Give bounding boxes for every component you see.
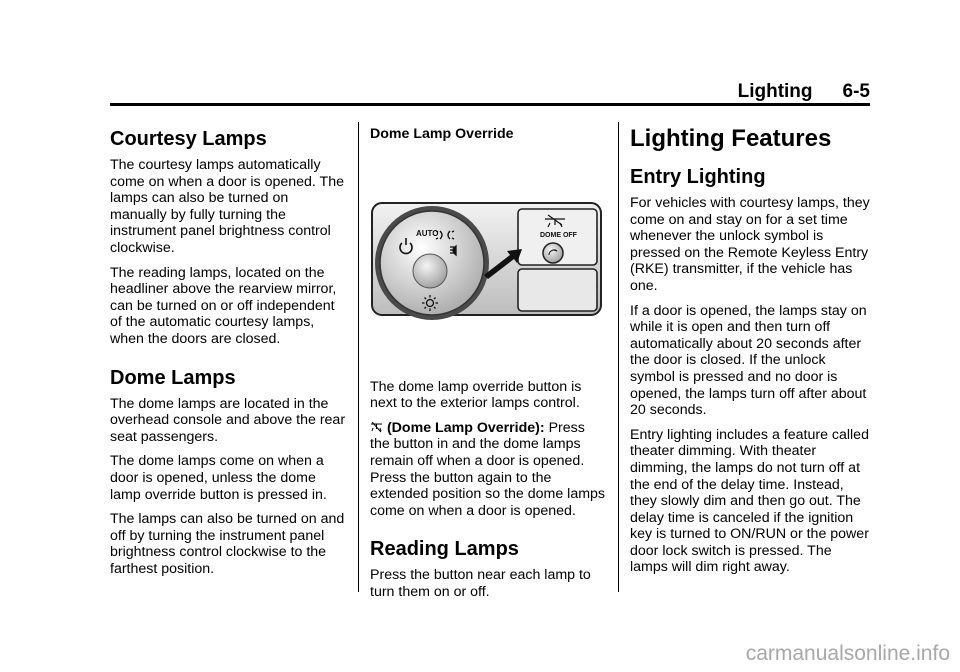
- dome-lamp-override-icon: [370, 422, 383, 434]
- override-description: [370, 420, 606, 520]
- dome-lamps-paragraph-1: The dome lamps are located in the overhead console and above the rear seat passengers.: [110, 395, 346, 445]
- entry-lighting-paragraph-2: If a door is opened, the lamps stay on while it is open and then turn off automatically about 20 seconds after the door is closed. If the unlock symbol is pressed and no door is opened, the lamps turn off after about 20 seconds.: [630, 302, 867, 419]
- entry-lighting-heading: Entry Lighting: [630, 166, 766, 188]
- column-right: [630, 122, 872, 584]
- entry-lighting-paragraph-1: For vehicles with courtesy lamps, they come on and stay on for a set time whenever the unlock symbol is pressed on the Remote Keyless Entry (RKE) transmitter, if the vehicle has one.: [630, 195, 870, 294]
- column-divider-1: [358, 122, 359, 592]
- reading-lamps-heading: Reading Lamps: [370, 538, 519, 561]
- reading-lamps-paragraph: Press the button near each lamp to turn them on or off.: [370, 567, 591, 600]
- entry-lighting-paragraph-3: Entry lighting includes a feature called theater dimming. With theater dimming, the lamps do not turn off at the end of the delay time. Instead, they slowly dim and then go out. The delay time is canceled if the ignition key is turned to ON/RUN or the power door lock switch is pressed. The lamps will dim right away.: [630, 426, 869, 576]
- courtesy-lamps-paragraph-2: The reading lamps, located on the headliner above the rearview mirror, can be turned on or off independent of the automatic courtesy lamps, when the doors are closed.: [110, 264, 337, 347]
- override-term: (Dome Lamp Override):: [386, 419, 545, 436]
- page-number: 6-5: [842, 81, 870, 102]
- page-header: [110, 81, 870, 103]
- lighting-features-heading: Lighting Features: [630, 125, 832, 152]
- column-middle: [370, 122, 606, 609]
- dome-off-label: DOME OFF: [540, 231, 577, 239]
- watermark: carmanualsonline.info: [745, 642, 950, 665]
- dome-lamps-heading: Dome Lamps: [110, 366, 236, 389]
- figure-title: Dome Lamp Override: [370, 126, 514, 142]
- column-divider-2: [618, 122, 619, 592]
- column-left: [110, 122, 348, 585]
- headlamp-control-illustration: [370, 189, 606, 339]
- header-rule: [110, 103, 870, 106]
- dome-lamp-override-figure: [370, 189, 606, 339]
- dome-lamps-paragraph-3: The lamps can also be turned on and off by turning the instrument panel brightness control clockwise to the farthest position.: [110, 511, 345, 577]
- courtesy-lamps-paragraph-1: The courtesy lamps automatically come on when a door is opened. The lamps can also be turned on manually by fully turning the instrument panel brightness control clockwise.: [110, 157, 344, 256]
- headlamp-icon: [450, 246, 456, 255]
- headlamp-knob: [375, 206, 489, 320]
- courtesy-lamps-heading: Courtesy Lamps: [110, 128, 267, 150]
- auto-label: AUTO: [416, 228, 439, 238]
- section-title: Lighting: [737, 81, 813, 102]
- dome-override-button: [518, 209, 597, 311]
- override-intro-paragraph: The dome lamp override button is next to the exterior lamps control.: [370, 378, 582, 412]
- override-text: Press the button in and the dome lamps remain off when a door is opened. Press the button again to the extended position so the dome lamps come on when a door is opened.: [370, 419, 606, 519]
- dome-lamps-paragraph-2: The dome lamps come on when a door is opened, unless the dome lamp override button is pressed in.: [110, 453, 327, 503]
